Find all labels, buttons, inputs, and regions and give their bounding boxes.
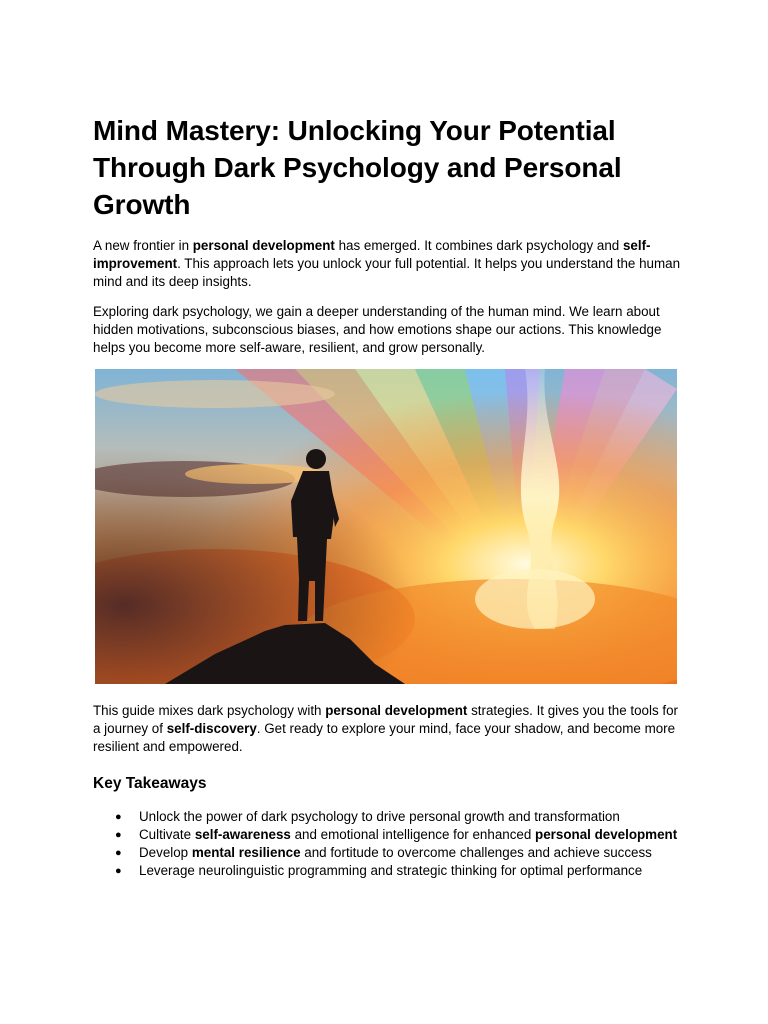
bold-text-run: personal development xyxy=(192,238,335,253)
intro-paragraph-2 xyxy=(93,303,683,357)
text-run: and emotional intelligence for enhanced xyxy=(290,827,536,842)
bold-text-run: personal development xyxy=(535,827,678,842)
key-takeaways-heading: Key Takeaways xyxy=(93,775,207,792)
silhouette-on-mountain-peak-with-rainbow-light-image xyxy=(95,369,677,684)
bullet-icon: ● xyxy=(115,829,122,841)
text-run: has emerged. It combines dark psychology and xyxy=(334,238,623,253)
text-run: Cultivate xyxy=(139,827,195,842)
key-takeaways-list xyxy=(93,808,683,880)
text-run: This guide mixes dark psychology with xyxy=(93,703,326,718)
list-item-text xyxy=(139,863,642,878)
list-item-text xyxy=(139,827,677,842)
bold-text-run: self-discovery xyxy=(166,721,257,736)
bullet-icon: ● xyxy=(115,865,122,877)
guide-paragraph xyxy=(93,702,683,756)
text-run: A new frontier in xyxy=(93,238,193,253)
bold-text-run: self-awareness xyxy=(194,827,291,842)
list-item xyxy=(93,826,683,844)
text-run: Leverage neurolinguistic programming and strategic thinking for optimal performance xyxy=(139,863,643,878)
bullet-icon: ● xyxy=(115,847,122,859)
list-item-text xyxy=(139,809,620,824)
text-run: Exploring dark psychology, we gain a deeper understanding of the human mind. We learn about hidden motivations, subconscious biases, and how emotions shape our actions. This knowledge helps you become more self-aware, resilient, and grow personally. xyxy=(93,304,662,355)
bold-text-run: self-improvement xyxy=(93,238,651,271)
list-item xyxy=(93,808,683,826)
list-item xyxy=(93,862,683,880)
document-page xyxy=(93,112,683,880)
intro-paragraph-1 xyxy=(93,237,683,291)
text-run: Develop xyxy=(139,845,192,860)
bold-text-run: personal development xyxy=(325,703,468,718)
list-item xyxy=(93,844,683,862)
text-run: and fortitude to overcome challenges and achieve success xyxy=(300,845,652,860)
bullet-icon: ● xyxy=(115,811,122,823)
bold-text-run: mental resilience xyxy=(191,845,301,860)
text-run: . Get ready to explore your mind, face your shadow, and become more resilient and empowered. xyxy=(93,721,676,754)
page-title: Mind Mastery: Unlocking Your Potential Through Dark Psychology and Personal Growth xyxy=(93,115,622,220)
text-run: Unlock the power of dark psychology to drive personal growth and transformation xyxy=(139,809,620,824)
list-item-text xyxy=(139,845,652,860)
text-run: strategies. It gives you the tools for a journey of xyxy=(93,703,678,736)
text-run: . This approach lets you unlock your full potential. It helps you understand the human mind and its deep insights. xyxy=(93,256,681,289)
